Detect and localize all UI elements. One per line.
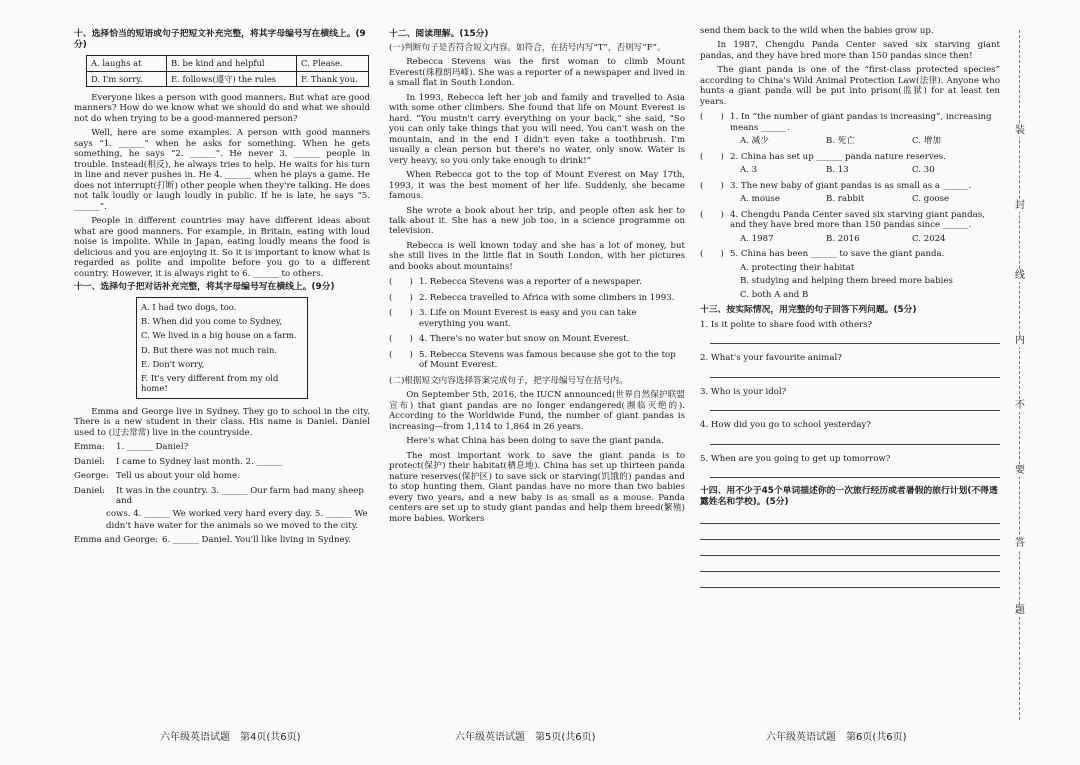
question-text: 2. China has set up ______ panda nature reserves. [730, 151, 946, 162]
seal-line [1010, 30, 1030, 720]
page-footer: 六年级英语试题 第6页(共6页) [766, 732, 907, 743]
choice-option: B. rabbit [826, 194, 865, 205]
option-cell: F. Thank you. [297, 71, 369, 86]
choice-option: B. 死亡 [826, 136, 855, 147]
question-text: 1. In “the number of giant pandas is increasing”, increasing means ______. [730, 112, 992, 133]
question: 5. When are you going to get up tomorrow? [700, 453, 891, 464]
seal-char: 线 [1012, 270, 1028, 282]
passage-paragraph: She wrote a book about her trip, and people often ask her to talk about it. She has a new job too, in a science programme on television. [389, 205, 685, 237]
dialog-continuation: didn't have water for the animals so we moved to the city. [106, 521, 359, 531]
column-page-5 [389, 26, 685, 726]
passage-paragraph: When Rebecca got to the top of Mount Everest on May 17th, 1993, it was the best moment of her life. Suddenly, she became famous. [389, 170, 685, 202]
dialog-line [74, 486, 370, 507]
choice-option: B. 2016 [826, 233, 860, 244]
choice-question [700, 152, 1000, 162]
answer-line[interactable] [710, 433, 1000, 445]
answer-bracket[interactable]: ( ) [700, 112, 724, 123]
part-b-instruction: (二)根据短文内容选择答案完成句子，把字母编号写在括号内。 [389, 375, 628, 386]
answer-bracket[interactable]: ( ) [700, 209, 724, 220]
question: 4. How did you go to school yesterday? [700, 420, 871, 431]
seal-char: 题 [1012, 605, 1028, 617]
page-footer: 六年级英语试题 第5页(共6页) [455, 732, 596, 743]
section-10-title: 十、选择恰当的短语或句子把短文补充完整，将其字母编号写在横线上。(9分) [74, 29, 366, 50]
passage-paragraph: On September 5th, 2016, the IUCN announced(世界自然保护联盟宣布) that giant pandas are no longer endangered(濒临灭绝的). According to the Worldwide Fund, the number of giant pandas is increasing—from 1,114 to 1,864 in 26 years. [389, 390, 685, 432]
section-12-title: 十二、阅读理解。(15分) [389, 29, 489, 39]
choice-option: A. 1987 [740, 233, 774, 244]
question: 2. What's your favourite animal? [700, 353, 842, 364]
speaker: George: [74, 471, 109, 482]
page-footer: 六年级英语试题 第4页(共6页) [160, 732, 301, 743]
answer-bracket[interactable]: ( ) [700, 249, 724, 260]
dialog-text: 1. ______ Daniel? [116, 442, 189, 453]
writing-line[interactable] [700, 556, 1000, 572]
answer-line[interactable] [710, 466, 1000, 478]
option-cell: A. laughs at [87, 56, 167, 71]
speaker: Daniel: [74, 485, 106, 496]
seal-char: 要 [1012, 465, 1028, 477]
seal-char: 不 [1012, 400, 1028, 412]
answer-bracket[interactable]: ( ) [700, 180, 724, 191]
writing-line[interactable] [700, 540, 1000, 556]
passage-paragraph: The giant panda is one of the “first-class protected species” according to China's Wild Animal Protection Law(法律). Anyone who hunts a giant panda will be put into prison(监狱) for at least ten years. [700, 65, 1000, 107]
true-false-item [389, 308, 685, 329]
question-text: 4. Chengdu Panda Center saved six starving giant pandas, and they have bred more than 150 pandas since ______. [730, 209, 985, 231]
choice-option: A. protecting their habitat [740, 262, 855, 273]
dialog-line [74, 457, 370, 467]
choice-option: C. 增加 [912, 136, 941, 147]
passage-paragraph: Emma and George live in Sydney. They go to school in the city. There is a new student in their class. His name is Daniel. Daniel used to (过去常常) live in the countryside. [74, 406, 370, 438]
choice-option: B. 13 [826, 165, 849, 176]
sentence-option: D. But there was not much rain. [141, 344, 278, 355]
sentence-options-box [136, 297, 308, 399]
passage-paragraph: People in different countries may have different ideas about what are good manners. For example, in Britain, eating with loud noise is impolite. While in Japan, eating loudly means the food is delicious and you are enjoying it. So it is important to know what is regarded as polite and impolite before you go to a different country. However, it is always right to 6. ______ to others. [74, 216, 370, 279]
option-cell: C. Please. [297, 56, 369, 71]
passage-paragraph: In 1987, Chengdu Panda Center saved six starving giant pandas, and they have bred more than 150 pandas since then! [700, 40, 1000, 61]
seal-char: 内 [1012, 335, 1028, 347]
choice-options [700, 234, 1000, 244]
question-text: 3. The new baby of giant pandas is as small as a ______. [730, 180, 972, 191]
choice-option: A. mouse [740, 194, 781, 205]
sentence-option: B. When did you come to Sydney, [141, 316, 283, 327]
choice-options [700, 194, 1000, 204]
speaker: Emma and George: [74, 535, 159, 546]
passage-paragraph: Rebecca Stevens was the first woman to climb Mount Everest(珠穆朗玛峰). She was a reporter of a newspaper and lived in a small flat in South London. [389, 57, 685, 89]
passage-paragraph: Here's what China has been doing to save the giant panda. [406, 436, 664, 447]
question: 3. Who is your idol? [700, 386, 787, 397]
dialog-text: I came to Sydney last month. 2. ______ [116, 456, 283, 467]
speaker: Daniel: [74, 456, 106, 467]
answer-bracket[interactable]: ( ) [389, 292, 413, 303]
option-cell: D. I'm sorry. [87, 71, 167, 86]
dialog-line [74, 471, 370, 481]
answer-bracket[interactable]: ( ) [389, 349, 413, 360]
answer-bracket[interactable]: ( ) [389, 334, 413, 345]
dialog-line [74, 535, 370, 545]
passage-paragraph: The most important work to save the giant panda is to protect(保护) their habitat(栖息地). China has set up thirteen panda nature reserves(保护区) to save sick or starving(饥饿的) pandas and to stop hunting them. Giant pandas have no more than two babies every two years, and a new baby is as small as a mouse. Panda centers are set up to study giant pandas and help them breed(繁殖) more babies. Workers [389, 450, 685, 524]
dialog-line [74, 442, 370, 452]
dialog-continuation: cows. 4. ______ We worked very hard every day. 5. ______ We [106, 508, 368, 519]
dialog-text: It was in the country. 3. ______ Our farm had many sheep and [116, 485, 364, 507]
seal-char: 装 [1012, 125, 1028, 137]
choice-question [700, 210, 1000, 231]
true-false-item [389, 334, 685, 344]
option-cell: E. follows(遵守) the rules [167, 71, 297, 86]
statement: 2. Rebecca travelled to Africa with some climbers in 1993. [419, 292, 675, 303]
choice-options [700, 136, 1000, 146]
statement: 4. There's no water but snow on Mount Everest. [419, 334, 630, 345]
answer-bracket[interactable]: ( ) [389, 277, 413, 288]
passage-paragraph: Everyone likes a person with good manners. But what are good manners? How do we know what we should do and what we should not do when trying to be a good-mannered person? [74, 92, 370, 124]
choice-question [700, 112, 1000, 133]
dialog-text: Tell us about your old home. [116, 471, 240, 482]
passage-paragraph: In 1993, Rebecca left her job and family and travelled to Asia with some other climbers. She found that life on Mount Everest is hard. “You mustn't carry everything on your back,” she said, “So you can only take things that you will need. You can't wash on the mountain, and in the end I didn't even take a toothbrush. I'm usually a clean person but there's no water, only snow. Water is very heavy, so you only take enough to drink!” [389, 92, 685, 166]
choice-question [700, 249, 1000, 259]
passage-paragraph: Well, here are some examples. A person with good manners says “1. ______” when he asks for something. When he gets something, he says “2. ______”. He never 3. ______ people in trouble. Instead(相反), he always tries to help. He waits for his turn in line and never pushes in. He 4. ______ when he plays a game. He does not interrupt(打断) other people when they're talking. He does not talk loudly or laugh loudly in public. If he is late, he says “5. ______”. [74, 128, 370, 212]
seal-char: 答 [1012, 538, 1028, 550]
statement: 3. Life on Mount Everest is easy and you can take everything you want. [419, 308, 637, 329]
column-page-6 [700, 26, 1000, 726]
writing-line[interactable] [700, 524, 1000, 540]
statement: 1. Rebecca Stevens was a reporter of a newspaper. [419, 277, 642, 288]
true-false-item [389, 350, 685, 371]
sentence-option: F. It's very different from my old home! [141, 373, 279, 394]
writing-line[interactable] [700, 508, 1000, 524]
option-cell: B. be kind and helpful [167, 56, 297, 71]
section-13-title: 十三、按实际情况，用完整的句子回答下列问题。(5分) [700, 305, 917, 316]
choice-option: C. 2024 [912, 233, 946, 244]
answer-line[interactable] [710, 366, 1000, 378]
true-false-item [389, 293, 685, 303]
dialog-text: 6. ______ Daniel. You'll like living in Sydney. [162, 535, 352, 546]
question: 1. Is it polite to share food with others? [700, 319, 873, 330]
options-table [86, 55, 369, 87]
speaker: Emma: [74, 442, 105, 453]
section-14-title: 十四、用不少于45个单词描述你的一次旅行经历或者暑假的旅行计划(不得透露姓名和学校)。(5分) [700, 486, 998, 508]
answer-bracket[interactable]: ( ) [389, 308, 413, 319]
sentence-option: C. We lived in a big house on a farm. [141, 330, 297, 341]
sentence-option: A. I had two dogs, too. [141, 301, 237, 312]
sentence-option: E. Don't worry, [141, 358, 205, 369]
part-a-instruction: (一)判断句子是否符合短文内容。如符合，在括号内写“T”，否则写“F”。 [389, 42, 666, 53]
choice-option: A. 减少 [740, 136, 769, 147]
choice-question [700, 181, 1000, 191]
statement: 5. Rebecca Stevens was famous because she got to the top of Mount Everest. [419, 349, 676, 371]
passage-paragraph: Rebecca is well known today and she has a lot of money, but she still lives in the little flat in South London, with her pictures and books about mountains! [389, 240, 685, 272]
answer-bracket[interactable]: ( ) [700, 151, 724, 162]
choice-option: C. both A and B [740, 289, 809, 300]
answer-line[interactable] [710, 332, 1000, 344]
choice-option: C. goose [912, 194, 950, 205]
choice-options [700, 165, 1000, 175]
true-false-item [389, 277, 685, 287]
choice-option: C. 30 [912, 165, 935, 176]
passage-paragraph: send them back to the wild when the babies grow up. [700, 26, 934, 36]
choice-option: B. studying and helping them breed more babies [740, 276, 953, 287]
writing-line[interactable] [700, 572, 1000, 588]
choice-option: A. 3 [740, 165, 758, 176]
answer-line[interactable] [710, 399, 1000, 411]
section-11-title: 十一、选择句子把对话补充完整，将其字母编号写在横线上。(9分) [74, 282, 335, 293]
seal-char: 封 [1012, 200, 1028, 212]
question-text: 5. China has been ______ to save the giant panda. [730, 249, 945, 260]
column-page-4 [74, 26, 370, 726]
